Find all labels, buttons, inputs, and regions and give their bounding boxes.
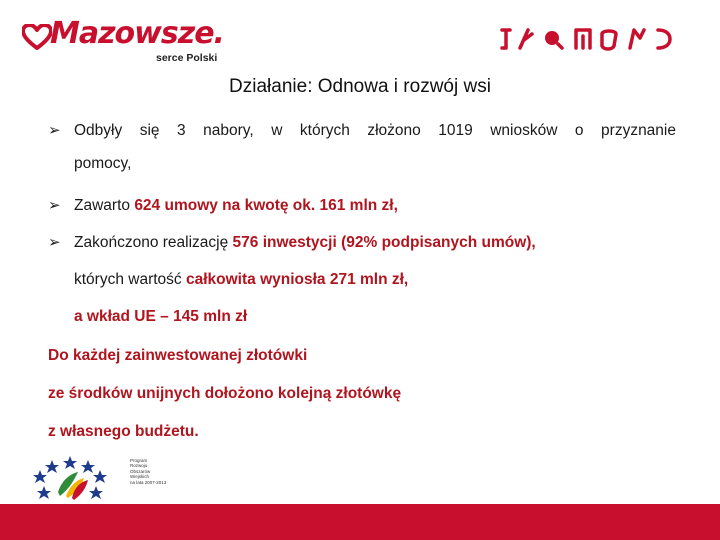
program-logo-line: Rozwoju — [130, 463, 148, 469]
bullet-text-continued: pomocy, — [74, 155, 132, 172]
bullet-text: Zawarto — [74, 197, 135, 214]
program-logo-line: Obszarów — [130, 468, 151, 474]
program-logo-line: Program — [130, 458, 148, 463]
logo-wordmark: Mazowsze. — [50, 16, 224, 51]
mazovia-pictograms-logo — [498, 26, 698, 52]
bullet-continuation — [74, 265, 676, 294]
program-logo-line: Wiejskich — [130, 474, 150, 480]
slide-content — [48, 116, 676, 451]
bullet-text: Zakończono realizację — [74, 234, 233, 251]
arrow-bullet-icon: ➢ — [48, 197, 61, 214]
program-logo-text — [130, 458, 166, 485]
bullet-highlight: 624 umowy na kwotę ok. 161 mln zł, — [134, 197, 398, 214]
bullet-item — [48, 116, 676, 183]
footer-bar — [0, 504, 720, 540]
bullet-continuation-text: których wartość — [74, 271, 186, 288]
closing-line: ze środków unijnych dołożono kolejną złotówkę — [48, 385, 402, 402]
mazowsze-logo — [22, 16, 242, 68]
heart-icon — [22, 24, 52, 50]
bullet-continuation-highlight: a wkład UE – 145 mln zł — [74, 308, 248, 325]
prow-logo — [30, 450, 180, 500]
closing-line: z własnego budżetu. — [48, 423, 199, 440]
eu-stars-icon — [30, 450, 126, 500]
bullet-highlight: 576 inwestycji (92% podpisanych umów), — [232, 234, 536, 251]
logo-tagline: serce Polski — [156, 52, 218, 64]
bullet-continuation-highlight: całkowita wyniosła 271 mln zł, — [185, 271, 409, 288]
bullet-text: Odbyły się 3 nabory, w których złożono 1019 wniosków o przyznanie — [74, 122, 676, 139]
bullet-item — [48, 228, 676, 331]
arrow-bullet-icon: ➢ — [48, 122, 61, 139]
bullet-item — [48, 191, 676, 220]
arrow-bullet-icon: ➢ — [48, 234, 61, 251]
program-logo-line: na lata 2007-2013 — [130, 479, 167, 485]
closing-line: Do każdej zainwestowanej złotówki — [48, 347, 308, 364]
closing-statement — [48, 337, 676, 451]
slide-title: Działanie: Odnowa i rozwój wsi — [229, 76, 491, 97]
